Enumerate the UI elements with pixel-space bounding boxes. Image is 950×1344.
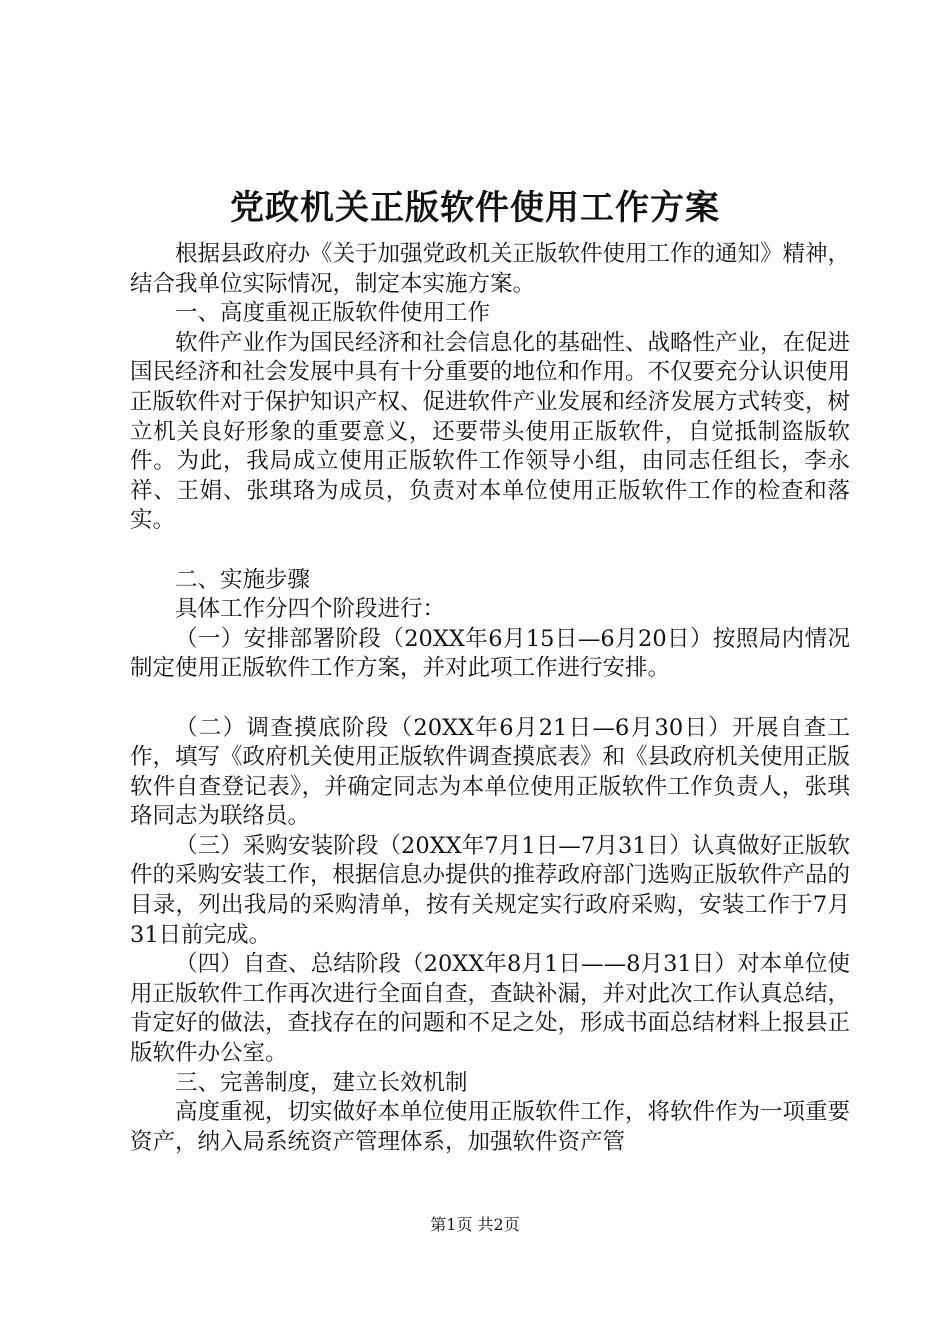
paragraph-steps-intro: 具体工作分四个阶段进行： [175,596,446,623]
section-heading-3: 三、完善制度，建立长效机制 [175,1069,468,1096]
page-footer: 第1页 共2页 [430,1215,520,1234]
section-heading-1: 一、高度重视正版软件使用工作 [175,300,491,327]
paragraph-intro: 根据县政府办《关于加强党政机关正版软件使用工作的通知》精神，结合我单位实际情况，制定本实施方案。 [130,241,851,297]
paragraph-step-2: （二）调查摸底阶段（20XX年6月21日—6月30日）开展自查工作，填写《政府机关使用正版软件调查摸底表》和《县政府机关使用正版软件自查登记表》，并确定同志为本单位使用正版软件工作负责人，张琪珞同志为联络员。 [130,714,851,830]
paragraph-section-3: 高度重视，切实做好本单位使用正版软件工作，将软件作为一项重要资产，纳入局系统资产管理体系，加强软件资产管 [130,1099,851,1155]
paragraph-step-1: （一）安排部署阶段（20XX年6月15日—6月20日）按照局内情况制定使用正版软件工作方案，并对此项工作进行安排。 [130,625,850,682]
section-heading-2: 二、实施步骤 [175,566,311,593]
document-body [130,240,850,1157]
paragraph-section-1: 软件产业作为国民经济和社会信息化的基础性、战略性产业，在促进国民经济和社会发展中具有十分重要的地位和作用。不仅要充分认识使用正版软件对于保护知识产权、促进软件产业发展和经济发展方式转变，树立机关良好形象的重要意义，还要带头使用正版软件，自觉抵制盗版软件。为此，我局成立使用正版软件工作领导小组，由同志任组长，李永祥、王娟、张琪珞为成员，负责对本单位使用正版软件工作的检查和落实。 [130,329,851,534]
paragraph-step-3: （三）采购安装阶段（20XX年7月1日—7月31日）认真做好正版软件的采购安装工作，根据信息办提供的推荐政府部门选购正版软件产品的目录，列出我局的采购清单，按有关规定实行政府采购，安装工作于7月31日前完成。 [130,832,851,948]
blank-line [130,536,850,566]
blank-line [130,684,850,714]
paragraph-step-4: （四）自查、总结阶段（20XX年8月1日——8月31日）对本单位使用正版软件工作再次进行全面自查，查缺补漏，并对此次工作认真总结，肯定好的做法，查找存在的问题和不足之处，形成书面总结材料上报县正版软件办公室。 [130,951,851,1067]
document-title: 党政机关正版软件使用工作方案 [230,188,720,228]
